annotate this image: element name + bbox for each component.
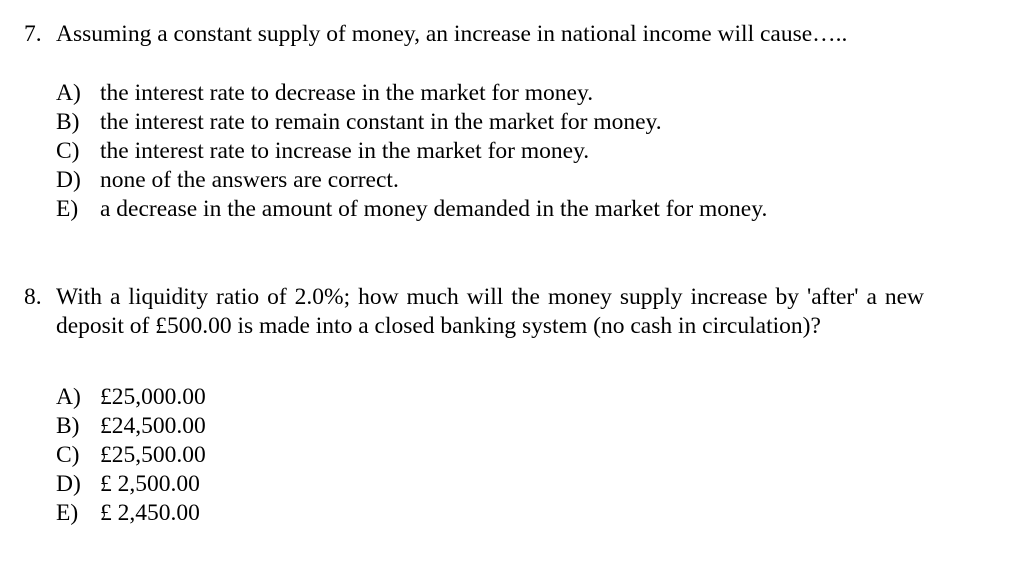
option-letter: B) (56, 413, 80, 439)
question-8-option-e (56, 499, 924, 528)
option-text: the interest rate to decrease in the market for money. (100, 80, 594, 106)
option-letter: A) (56, 80, 81, 106)
option-text: £25,500.00 (100, 442, 206, 468)
question-7-option-d (56, 166, 924, 195)
option-letter: C) (56, 442, 80, 468)
question-7 (24, 20, 924, 224)
option-letter: A) (56, 384, 81, 410)
option-letter: E) (56, 500, 79, 526)
question-8-option-a (56, 383, 924, 412)
question-7-text: Assuming a constant supply of money, an increase in national income will cause….. (56, 21, 848, 47)
option-text: £ 2,500.00 (100, 471, 200, 497)
question-8 (24, 283, 924, 528)
option-text: £25,000.00 (100, 384, 206, 410)
question-7-option-b (56, 108, 924, 137)
question-7-stem (24, 20, 924, 49)
option-text: the interest rate to increase in the market for money. (100, 138, 590, 164)
question-7-option-c (56, 137, 924, 166)
question-8-option-d (56, 470, 924, 499)
question-7-options (56, 79, 924, 224)
option-text: £ 2,450.00 (100, 500, 200, 526)
question-8-text: With a liquidity ratio of 2.0%; how much will the money supply increase by 'after' a new deposit of £500.00 is made into a closed banking system (no cash in circulation)? (56, 284, 924, 339)
question-8-options (56, 383, 924, 528)
option-letter: D) (56, 167, 81, 193)
question-7-option-a (56, 79, 924, 108)
option-text: a decrease in the amount of money demanded in the market for money. (100, 196, 768, 222)
option-letter: E) (56, 196, 79, 222)
question-8-stem (24, 283, 924, 341)
option-text: the interest rate to remain constant in the market for money. (100, 109, 662, 135)
option-text: none of the answers are correct. (100, 167, 399, 193)
question-8-number: 8. (24, 284, 42, 310)
option-letter: B) (56, 109, 80, 135)
question-7-option-e (56, 195, 924, 224)
question-7-number: 7. (24, 21, 42, 47)
question-8-option-c (56, 441, 924, 470)
option-letter: D) (56, 471, 81, 497)
question-8-option-b (56, 412, 924, 441)
option-letter: C) (56, 138, 80, 164)
option-text: £24,500.00 (100, 413, 206, 439)
